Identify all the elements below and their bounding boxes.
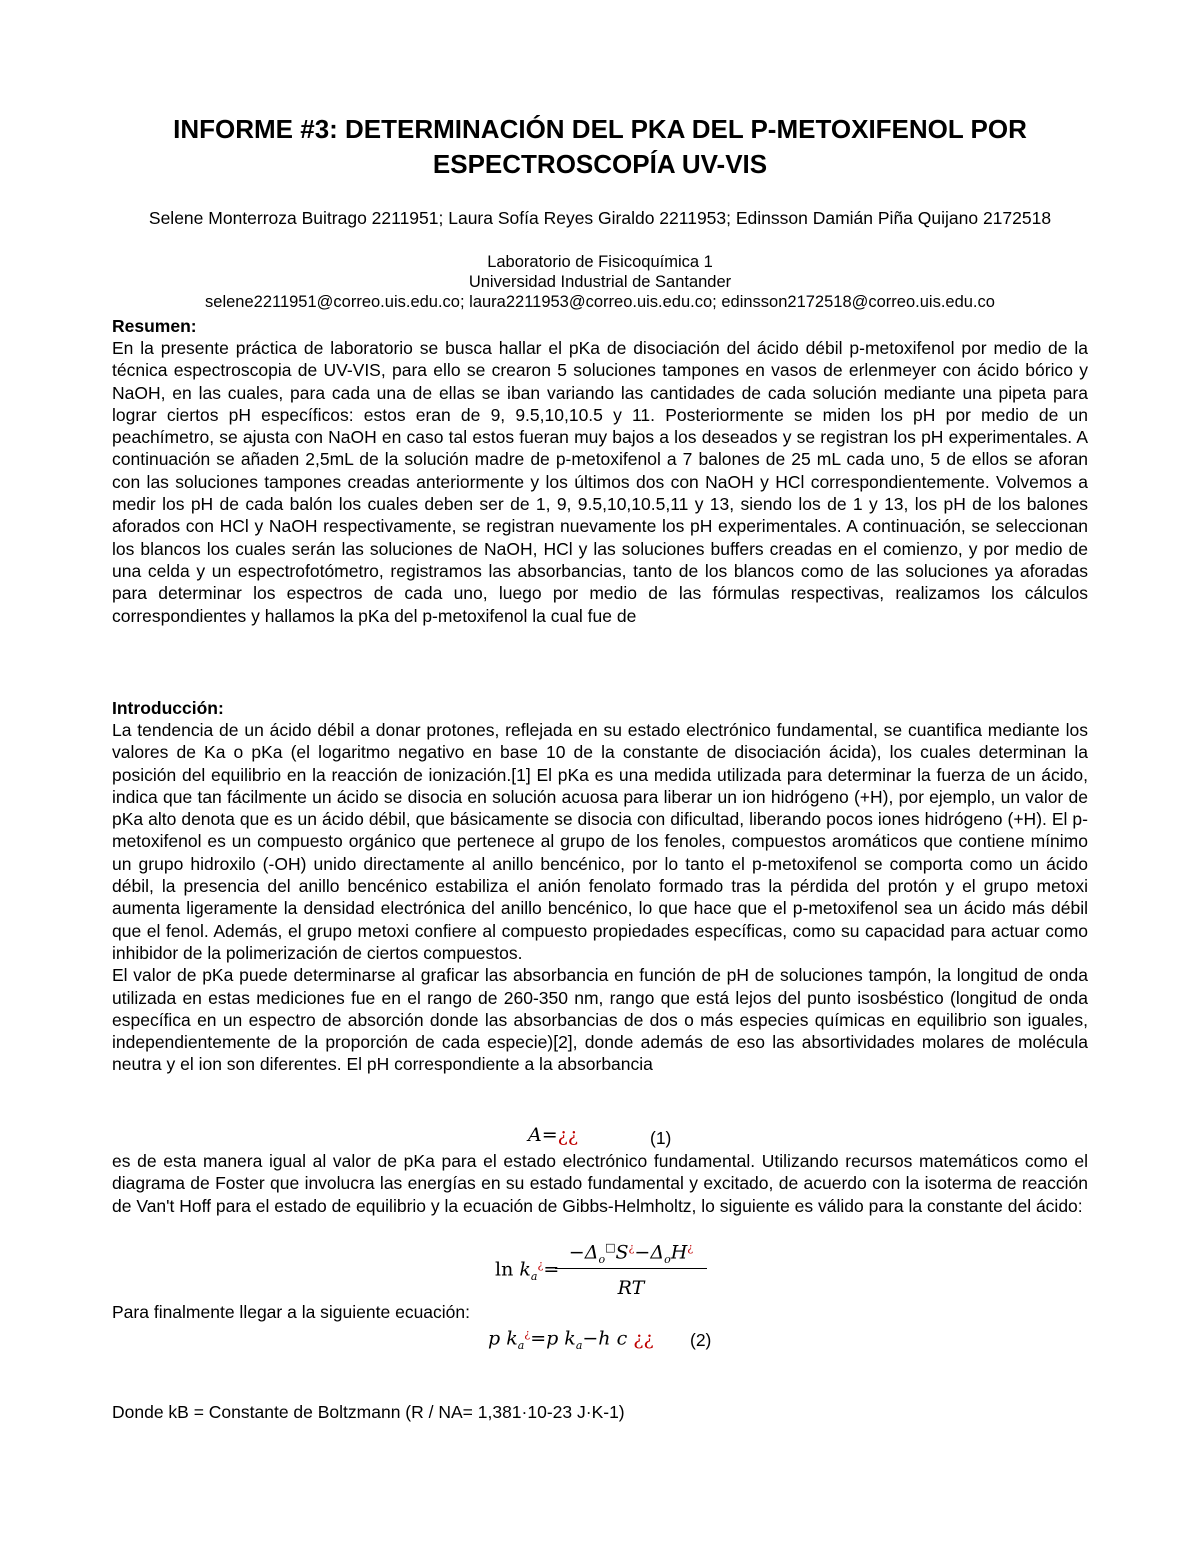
- report-title: INFORME #3: DETERMINACIÓN DEL PKA DEL P-METOXIFENOL POR ESPECTROSCOPÍA UV-VIS: [173, 114, 1027, 179]
- intro-text-continued: [112, 1150, 1088, 1217]
- university-name: Universidad Industrial de Santander: [468, 273, 732, 291]
- eq-ln-denominator: RT: [617, 1277, 645, 1299]
- eq-ln-numerator: $-\Delta_o^□S^¿-\Delta_oH^¿$: [555, 1241, 707, 1269]
- intro-paragraph-5: Donde kB = Constante de Boltzmann (R / NA= 1,381·10-23 J·K-1): [112, 1402, 625, 1422]
- intro-paragraph-3: es de esta manera igual al valor de pKa para el estado electrónico fundamental. Utilizando recursos matemáticos como el diagrama de Foster que involucra las energías en su estado fundamental y excitado, de acuerdo con la isoterma de reacción de Van't Hoff para el estado de equilibrio y la ecuación de Gibbs-Helmholtz, lo siguiente es válido para la constante del ácido:: [112, 1151, 1088, 1216]
- eq-ln-sub: a: [530, 1270, 538, 1284]
- intro-paragraph-2: El valor de pKa puede determinarse al graficar las absorbancia en función de pH de soluciones tampón, la longitud de onda utilizada en estas mediciones fue en el rango de 260-350 nm, rango que está lejos del punto isosbéstico (longitud de onda específica en un espectro de absorción donde las absorbancias de dos o más especies químicas en equilibrio son iguales, independientemente de la proporción de cada especie)[2], donde además de eso las absortividades molares de molécula neutra y el ion son diferentes. El pH correspondiente a la absorbancia: [112, 965, 1088, 1075]
- eq2-missing-glyph: ¿¿: [633, 1327, 654, 1350]
- author-emails: selene2211951@correo.uis.edu.co; laura2211953@correo.uis.edu.co; edinsson2172518@correo.uis.edu.co: [205, 293, 995, 311]
- equation-ln-ka: $\ln k_a^¿=$: [495, 1258, 560, 1284]
- authors-line: Selene Monterroza Buitrago 2211951; Laura Sofía Reyes Giraldo 2211953; Edinsson Damián Piña Quijano 2172518: [148, 208, 1052, 228]
- intro-paragraph-1: La tendencia de un ácido débil a donar protones, reflejada en su estado electrónico fundamental, se cuantifica mediante los valores de Ka o pKa (el logaritmo negativo en base 10 de la constante de disociación ácida), los cuales determinan la posición del equilibrio en la reacción de ionización.[1] El pKa es una medida utilizada para determinar la fuerza de un ácido, indica que tan fácilmente un ácido se disocia en solución acuosa para liberar un ion hidrógeno (+H), por ejemplo, un valor de pKa alto denota que es un ácido débil, que básicamente se disocia con dificultad, liberando pocos iones hidrógeno (+H). El p-metoxifenol es un compuesto orgánico que pertenece al grupo de los fenoles, compuestos aromáticos que contiene mínimo un grupo hidroxilo (-OH) unido directamente al anillo bencénico, por lo tanto el p-metoxifenol se comporta como un ácido débil, la presencia del anillo bencénico estabiliza el anión fenolato formado tras la pérdida del protón y el grupo metoxi aumenta ligeramente la densidad electrónica del anillo bencénico, lo que hace que el p-metoxifenol sea un ácido más débil que el fenol. Además, el grupo metoxi confiere al compuesto propiedades específicas, como su capacidad para actuar como inhibidor de la polimerización de ciertos compuestos.: [112, 720, 1088, 963]
- eq-ln-lhs: ln k: [495, 1258, 531, 1281]
- eq-ln-sup: ¿: [537, 1258, 544, 1271]
- equation-1-number: (1): [650, 1128, 672, 1148]
- intro-paragraph-4: Para finalmente llegar a la siguiente ecuación:: [112, 1302, 470, 1322]
- equation-2-number: (2): [690, 1330, 712, 1350]
- abstract-heading: Resumen:: [112, 316, 197, 336]
- eq1-lhs: A=: [528, 1124, 558, 1146]
- equation-2: p $k_a^¿=p$ $k_a-h$ c ¿¿: [488, 1327, 654, 1353]
- abstract-text: [112, 337, 1088, 627]
- equation-1: [528, 1124, 578, 1146]
- intro-heading: Introducción:: [112, 698, 224, 718]
- abstract-paragraph: En la presente práctica de laboratorio se busca hallar el pKa de disociación del ácido débil p-metoxifenol por medio de la técnica espectroscopia de UV-VIS, para ello se crearon 5 soluciones tampones en vasos de erlenmeyer con ácido bórico y NaOH, en las cuales, para cada una de ellas se iban variando las cantidades de cada solución mediante una pipeta para lograr ciertos pH específicos: estos eran de 9, 9.5,10,10.5 y 11. Posteriormente se miden los pH por medio de un peachímetro, se ajusta con NaOH en caso tal estos fueran muy bajos a los deseados y se registran los pH experimentales. A continuación se añaden 2,5mL de la solución madre de p-metoxifenol a 7 balones de 25 mL cada uno, 5 de ellos se aforan con las soluciones tampones creadas anteriormente y los últimos dos con NaOH y HCl correspondientemente. Volvemos a medir los pH de cada balón los cuales deben ser de 1, 9, 9.5,10,10.5,11 y 13, siendo los de 1 y 13, los pH de los balones aforados con HCl y NaOH respectivamente, se registran nuevamente los pH experimentales. A continuación, se seleccionan los blancos los cuales serán las soluciones de NaOH, HCl y las soluciones buffers creadas en el comienzo, y por medio de una celda y un espectrofotómetro, registramos las absorbancias, tanto de los blancos como de las soluciones ya aforadas para determinar los espectros de cada uno, luego por medio de las fórmulas respectivas, realizamos los cálculos correspondientes y hallamos la pKa del p-metoxifenol la cual fue de: [112, 338, 1088, 626]
- lab-name: Laboratorio de Fisicoquímica 1: [487, 253, 713, 271]
- intro-text: [112, 719, 1088, 1076]
- eq1-missing-glyph: ¿¿: [557, 1124, 579, 1146]
